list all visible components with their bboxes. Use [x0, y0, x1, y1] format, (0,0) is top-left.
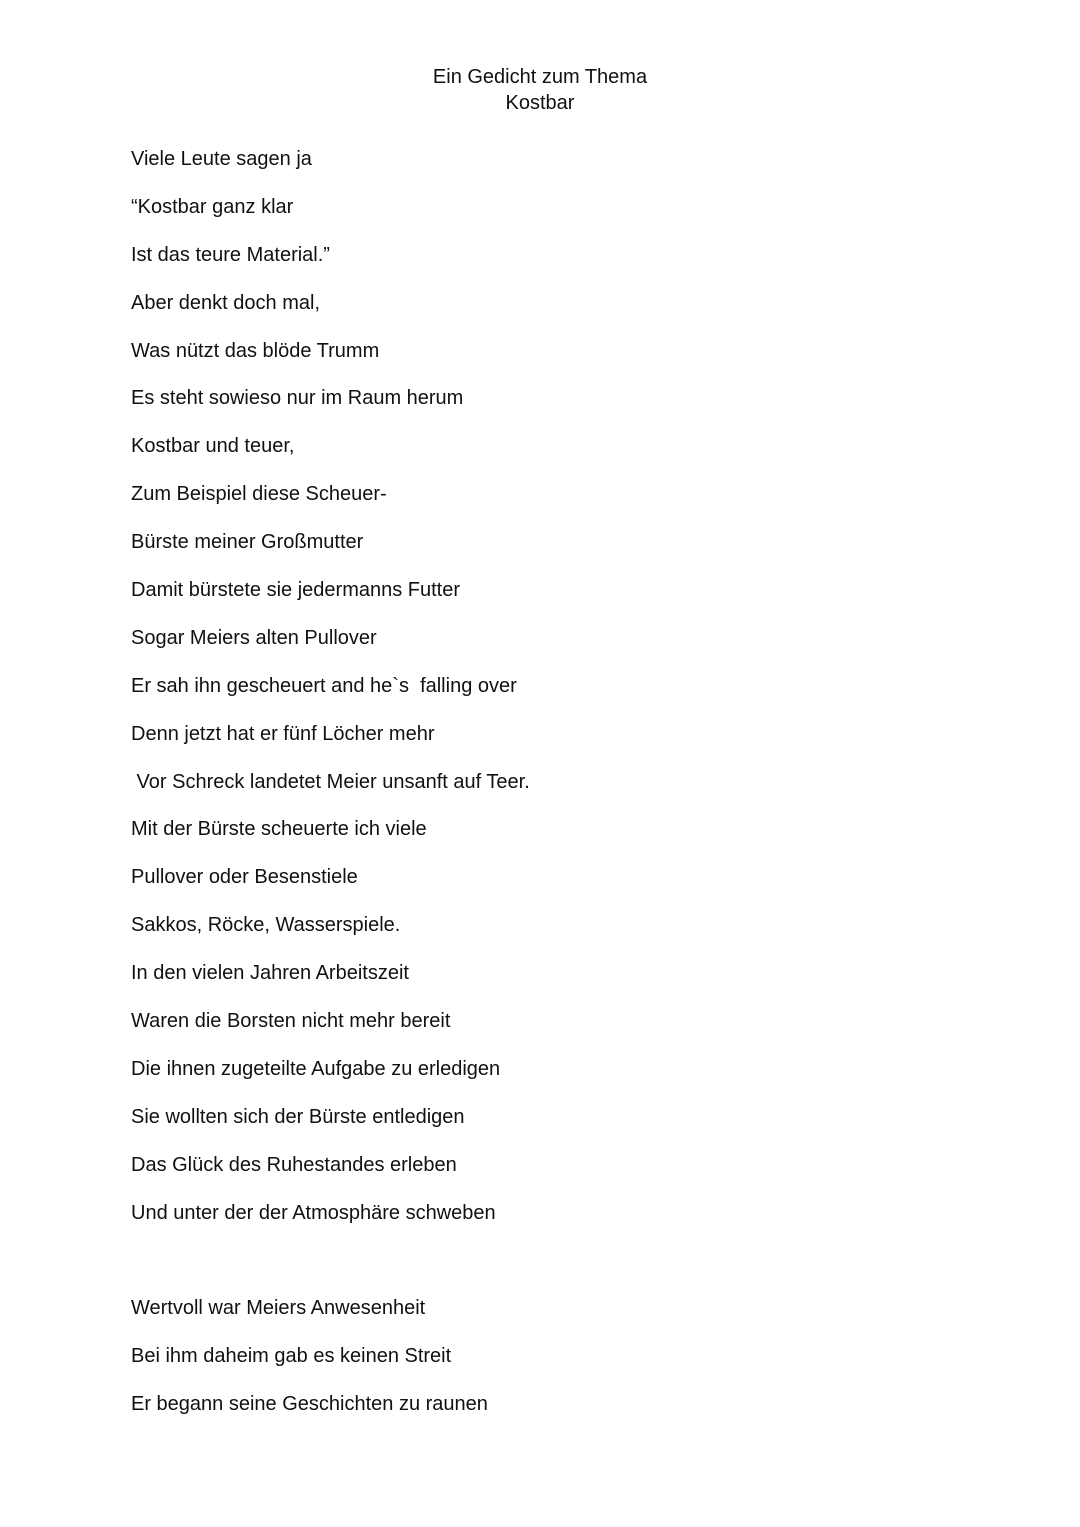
poem-line: Was nützt das blöde Trumm — [131, 339, 380, 362]
poem-line: In den vielen Jahren Arbeitszeit — [131, 962, 409, 985]
poem-line: Die ihnen zugeteilte Aufgabe zu erledigen — [131, 1057, 501, 1080]
poem-line: Denn jetzt hat er fünf Löcher mehr — [131, 722, 435, 745]
stanza-2 — [131, 1291, 991, 1435]
poem-line: Pullover oder Besenstiele — [131, 866, 358, 889]
poem-line: Und unter der der Atmosphäre schweben — [131, 1201, 496, 1224]
stanza-1 — [131, 142, 991, 1243]
poem-line: “Kostbar ganz klar — [131, 195, 294, 218]
poem-line: Sie wollten sich der Bürste entledigen — [131, 1105, 465, 1128]
poem-line: Er sah ihn gescheuert and he`s falling over — [131, 674, 517, 697]
poem-line: Waren die Borsten nicht mehr bereit — [131, 1010, 451, 1033]
poem-line: Sogar Meiers alten Pullover — [131, 626, 377, 649]
poem-line: Kostbar und teuer, — [131, 435, 295, 458]
title-line-1: Ein Gedicht zum Thema — [432, 66, 648, 88]
document-title — [0, 64, 1080, 116]
poem-line: Es steht sowieso nur im Raum herum — [131, 387, 464, 410]
poem-line: Viele Leute sagen ja — [131, 148, 312, 170]
poem-body — [131, 142, 991, 1435]
poem-line: Mit der Bürste scheuerte ich viele — [131, 818, 427, 841]
poem-line: Bei ihm daheim gab es keinen Streit — [131, 1345, 452, 1368]
poem-line: Wertvoll war Meiers Anwesenheit — [131, 1297, 426, 1320]
poem-line: Vor Schreck landetet Meier unsanft auf Teer. — [131, 770, 530, 793]
poem-line: Damit bürstete sie jedermanns Futter — [131, 579, 461, 602]
poem-line: Aber denkt doch mal, — [131, 291, 320, 314]
poem-line: Zum Beispiel diese Scheuer- — [131, 483, 387, 506]
poem-line: Das Glück des Ruhestandes erleben — [131, 1153, 457, 1176]
poem-line: Er begann seine Geschichten zu raunen — [131, 1393, 488, 1416]
poem-line: Sakkos, Röcke, Wasserspiele. — [131, 914, 401, 937]
title-line-2: Kostbar — [505, 92, 575, 114]
poem-line: Ist das teure Material.” — [131, 243, 330, 266]
poem-line: Bürste meiner Großmutter — [131, 531, 364, 554]
